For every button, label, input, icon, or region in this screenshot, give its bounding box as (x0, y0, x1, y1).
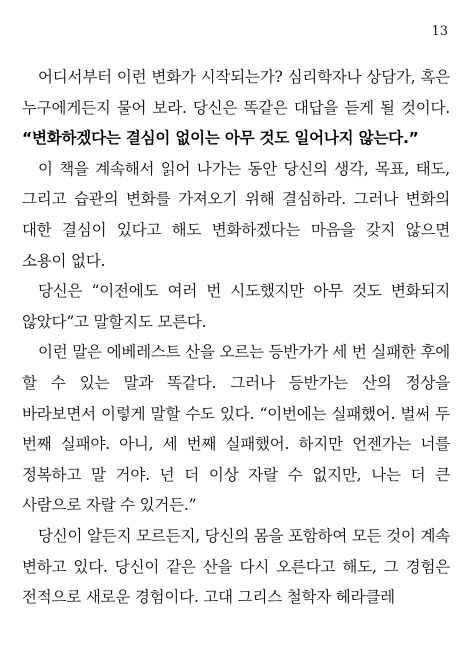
paragraph-5: 당신이 알든지 모르든지, 당신의 몸을 포함하여 모든 것이 계속 변하고 있다. 당신이 같은 산을 다시 오른다고 해도, 그 경험은 전적으로 새로운 경험이다. 고대 그리스 철학자 헤라클레 (22, 526, 450, 607)
paragraph-1-emphasis: “변화하겠다는 결심이 없이는 아무 것도 일어나지 않는다.” (22, 129, 419, 148)
paragraph-4: 이런 말은 에베레스트 산을 오르는 등반가가 세 번 실패한 후에 할 수 있는 말과 똑같다. 그러나 등반가는 산의 정상을 바라보면서 이렇게 말할 수도 있다. “이번에는 실패했어. 벌써 두 번째 실패야. 아니, 세 번째 실패했어. 하지만 언젠가는 너를 정복하고 말 거야. 넌 더 이상 자랄 수 없지만, 나는 더 큰 사람으로 자랄 수 있거든.” (22, 343, 450, 515)
page-number: 13 (431, 24, 448, 39)
paragraph-1-text: 어디서부터 이런 변화가 시작되는가? 심리학자나 상담가, 혹은 누구에게든지 물어 보라. 당신은 똑같은 대답을 듣게 될 것이다. (22, 68, 450, 117)
paragraph-3: 당신은 “이전에도 여러 번 시도했지만 아무 것도 변화되지 않았다”고 말할지도 모른다. (22, 282, 450, 331)
page-body (22, 62, 450, 613)
paragraph-2: 이 책을 계속해서 읽어 나가는 동안 당신의 생각, 목표, 태도, 그리고 습관의 변화를 가져오기 위해 결심하라. 그러나 변화의 대한 결심이 있다고 해도 변화하겠다는 마음을 갖지 않으면 소용이 없다. (22, 159, 450, 270)
paragraph-1 (22, 62, 450, 154)
